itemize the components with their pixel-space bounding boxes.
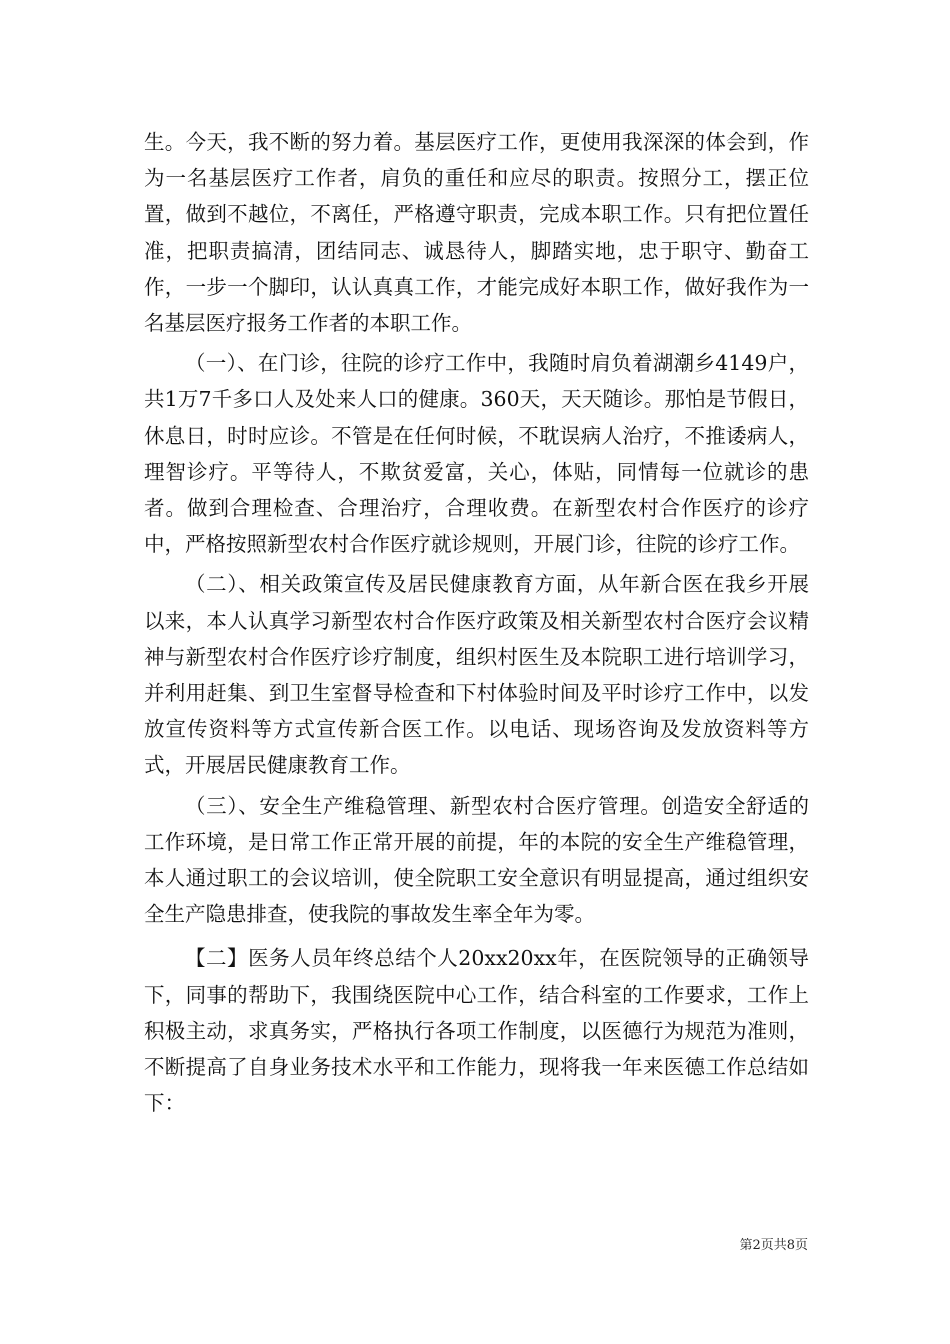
paragraph-section-1: （一）、在门诊，往院的诊疗工作中，我随时肩负着湖潮乡4149户，共1万7千多口人及处来人口的健康。360天，天天随诊。那怕是节假日，休息日，时时应诊。不管是在任何时候，不耽误病人治疗，不推诿病人，理智诊疗。平等待人，不欺贫爱富，关心，体贴，同情每一位就诊的患者。做到合理检查、合理治疗，合理收费。在新型农村合作医疗的诊疗中，严格按照新型农村合作医疗就诊规则，开展门诊，往院的诊疗工作。 — [144, 351, 809, 557]
paragraph-continuation: 生。今天，我不断的努力着。基层医疗工作，更使用我深深的体会到，作为一名基层医疗工作者，肩负的重任和应尽的职责。按照分工，摆正位置，做到不越位，不离任，严格遵守职责，完成本职工作。只有把位置任准，把职责搞清，团结同志、诚恳待人，脚踏实地，忠于职守、勤奋工作，一步一个脚印，认认真真工作，才能完成好本职工作，做好我作为一名基层医疗报务工作者的本职工作。 — [144, 130, 809, 336]
document-body — [144, 124, 809, 1121]
paragraph-section-3: （三）、安全生产维稳管理、新型农村合医疗管理。创造安全舒适的工作环境，是日常工作正常开展的前提，年的本院的安全生产维稳管理，本人通过职工的会议培训，使全院职工安全意识有明显提高，通过组织安全生产隐患排查，使我院的事故发生率全年为零。 — [144, 793, 809, 927]
paragraph-summary-2: 【二】医务人员年终总结个人20xx20xx年，在医院领导的正确领导下，同事的帮助下，我围绕医院中心工作，结合科室的工作要求，工作上积极主动，求真务实，严格执行各项工作制度，以医德行为规范为准则，不断提高了自身业务技术水平和工作能力，现将我一年来医德工作总结如下： — [144, 946, 809, 1116]
paragraph-section-2: （二）、相关政策宣传及居民健康教育方面，从年新合医在我乡开展以来，本人认真学习新型农村合作医疗政策及相关新型农村合医疗会议精神与新型农村合作医疗诊疗制度，组织村医生及本院职工进行培训学习，并利用赶集、到卫生室督导检查和下村体验时间及平时诊疗工作中，以发放宣传资料等方式宣传新合医工作。以电话、现场咨询及发放资料等方式，开展居民健康教育工作。 — [144, 572, 809, 778]
page-number: 第2页共8页 — [739, 1238, 808, 1253]
